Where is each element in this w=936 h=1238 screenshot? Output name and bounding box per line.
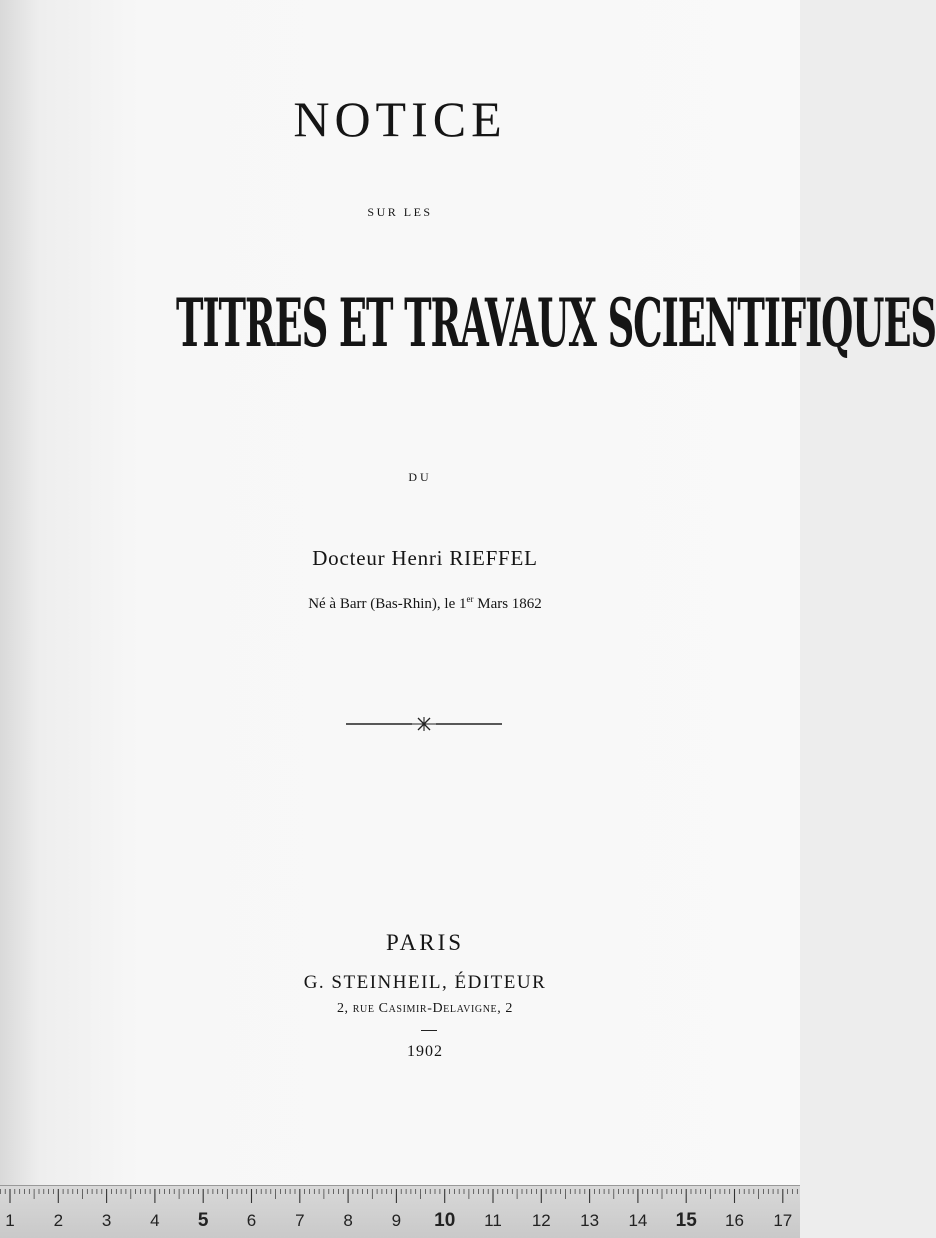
ruler-number: 14 bbox=[628, 1211, 648, 1230]
birth-info bbox=[25, 594, 825, 613]
ruler-number: 15 bbox=[675, 1210, 697, 1231]
main-title: TITRES ET TRAVAUX SCIENTIFIQUES bbox=[176, 284, 936, 362]
ruler-number: 16 bbox=[725, 1211, 744, 1230]
ruler-number: 11 bbox=[484, 1211, 502, 1230]
ruler-number: 1 bbox=[5, 1211, 15, 1230]
birth-info-sup: er bbox=[466, 594, 474, 604]
ruler-number: 3 bbox=[101, 1211, 112, 1230]
ruler-number: 12 bbox=[531, 1211, 551, 1230]
imprint-publisher: G. STEINHEIL, ÉDITEUR bbox=[303, 972, 547, 993]
ruler-number: 5 bbox=[197, 1210, 209, 1231]
ruler-number: 13 bbox=[580, 1211, 600, 1230]
measuring-ruler bbox=[0, 1185, 800, 1238]
imprint-city: PARIS bbox=[385, 930, 465, 955]
du-line: DU bbox=[408, 470, 432, 484]
ruler-number: 17 bbox=[773, 1211, 793, 1230]
ruler-number: 10 bbox=[434, 1210, 456, 1231]
ruler-number: 2 bbox=[53, 1211, 64, 1230]
ruler-number: 4 bbox=[150, 1211, 160, 1230]
imprint-address: 2, rue Casimir-Delavigne, 2 bbox=[336, 1001, 514, 1016]
sur-les-line: SUR LES bbox=[367, 205, 433, 219]
ruler-number: 9 bbox=[391, 1211, 402, 1230]
ruler-scale bbox=[0, 1186, 800, 1238]
birth-info-prefix: Né à Barr (Bas-Rhin), le 1 bbox=[308, 596, 467, 612]
ornament-divider bbox=[346, 716, 502, 732]
notice-heading: NOTICE bbox=[293, 91, 507, 147]
imprint-year: 1902 bbox=[407, 1043, 443, 1060]
ruler-number: 6 bbox=[246, 1211, 257, 1230]
short-rule bbox=[421, 1030, 437, 1031]
ruler-number: 8 bbox=[343, 1211, 353, 1230]
birth-info-suffix: Mars 1862 bbox=[473, 596, 542, 612]
ruler-number: 7 bbox=[295, 1211, 305, 1230]
author-name: Docteur Henri RIEFFEL bbox=[312, 546, 538, 570]
